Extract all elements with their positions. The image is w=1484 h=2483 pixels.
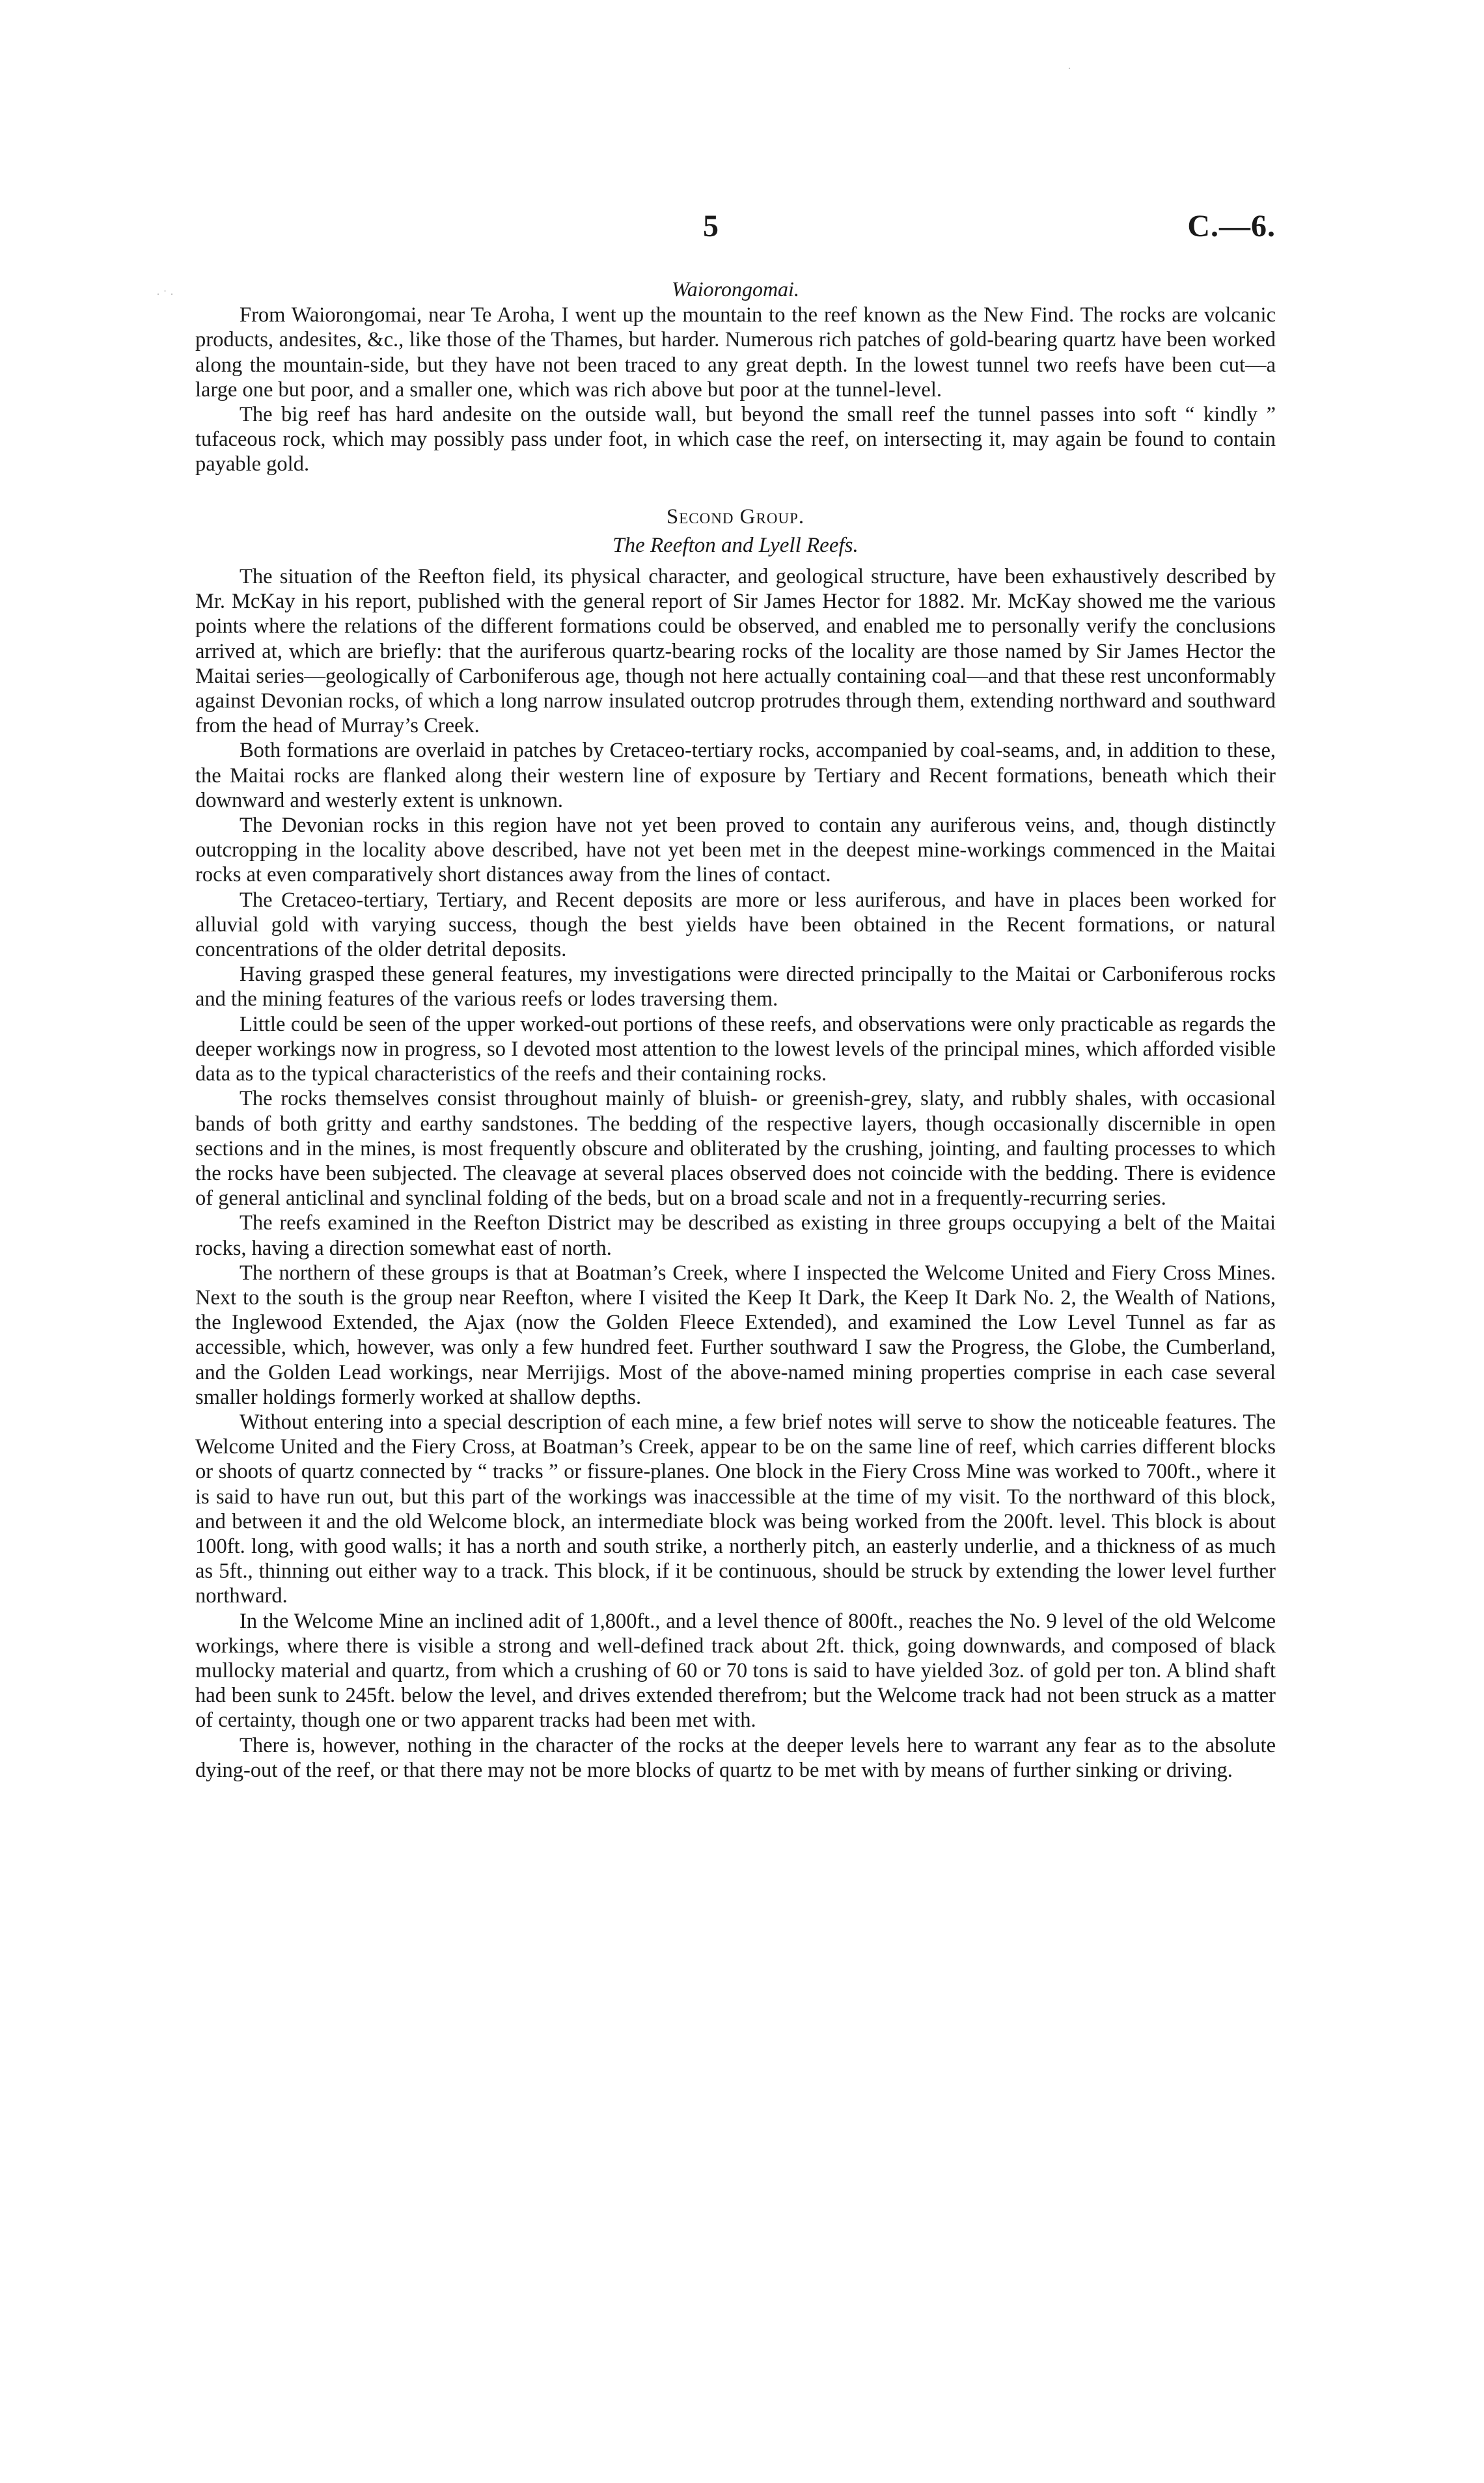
paragraph: The situation of the Reefton field, its physical character, and geological structure, have been exhaustively described by Mr. McKay in his report, published with the general report of Sir James Hector for 1882. Mr. McKay showed me the various points where the relations of the different formations could be observed, and enabled me to personally verify the conclusions arrived at, which are briefly: that the auriferous quartz-bearing rocks of the locality are those named by Sir James Hector the Maitai series—geologically of Carboniferous age, though not here actually containing coal—and that these rest unconformably against Devonian rocks, of which a long narrow insulated outcrop protrudes through them, extending northward and southward from the head of Murray’s Creek. [195, 565, 1276, 738]
scan-speck: · [1067, 62, 1071, 75]
scan-speck: · ˙ · [156, 288, 174, 301]
paragraph: The Cretaceo-tertiary, Tertiary, and Recent deposits are more or less auriferous, and have in places been worked for alluvial gold with varying success, though the best yields have been obtained in the Recent formations, or natural concentrations of the older detrital deposits. [195, 888, 1276, 962]
paragraph: The reefs examined in the Reefton District may be described as existing in three groups occupying a belt of the Maitai rocks, having a direction somewhat east of north. [195, 1211, 1276, 1260]
document-body [195, 277, 1276, 1783]
paragraph: The northern of these groups is that at Boatman’s Creek, where I inspected the Welcome United and Fiery Cross Mines. Next to the south is the group near Reefton, where I visited the Keep It Dark, the Keep It Dark No. 2, the Wealth of Nations, the Inglewood Extended, the Ajax (now the Golden Fleece Extended), and examined the Low Level Tunnel as far as accessible, which, however, was only a few hundred feet. Further southward I saw the Progress, the Globe, the Cumberland, and the Golden Lead workings, near Merrijigs. Most of the above-named mining properties comprise in each case several smaller holdings formerly worked at shallow depths. [195, 1261, 1276, 1409]
section-heading-second-group: Second Group. [666, 504, 805, 528]
paragraph: The rocks themselves consist throughout mainly of bluish- or greenish-grey, slaty, and rubbly shales, with occasional bands of both gritty and earthy sandstones. The bedding of the respective layers, though occasionally discernible in open sections and in the mines, is most frequently obscure and obliterated by the crushing, jointing, and faulting processes to which the rocks have been subjected. The cleavage at several places observed does not coincide with the bedding. There is evidence of general anticlinal and synclinal folding of the beds, but on a broad scale and not in a frequently-recurring series. [195, 1087, 1276, 1211]
section-heading-waiorongomai: Waiorongomai. [672, 277, 799, 301]
paragraph: In the Welcome Mine an inclined adit of 1,800ft., and a level thence of 800ft., reaches the No. 9 level of the old Welcome workings, where there is visible a strong and well-defined track about 2ft. thick, going downwards, and composed of black mullocky material and quartz, from which a crushing of 60 or 70 tons is said to have yielded 3oz. of gold per ton. A blind shaft had been sunk to 245ft. below the level, and drives extended therefrom; but the Welcome track had not been struck as a matter of certainty, though one or two apparent tracks had been met with. [195, 1609, 1276, 1733]
paragraph: Having grasped these general features, my investigations were directed principally to the Maitai or Carboniferous rocks and the mining features of the various reefs or lodes traversing them. [195, 963, 1276, 1011]
page-header [195, 208, 1276, 247]
document-code: C.—6. [1187, 209, 1276, 243]
paragraph: The Devonian rocks in this region have not yet been proved to contain any auriferous veins, and, though distinctly outcropping in the locality above described, have not yet been met in the deepest mine-workings commenced in the Maitai rocks at even comparatively short distances away from the lines of contact. [195, 814, 1276, 887]
section-subheading-reefton: The Reefton and Lyell Reefs. [612, 533, 859, 557]
paragraph: The big reef has hard andesite on the outside wall, but beyond the small reef the tunnel passes into soft “ kindly ” tufaceous rock, which may possibly pass under foot, in which case the reef, on intersecting it, may again be found to contain payable gold. [195, 403, 1276, 476]
paragraph: Little could be seen of the upper worked-out portions of these reefs, and observations were only practicable as regards the deeper workings now in progress, so I devoted most attention to the lowest levels of the principal mines, which afforded visible data as to the typical characteristics of the reefs and their containing rocks. [195, 1012, 1276, 1086]
paragraph: Both formations are overlaid in patches by Cretaceo-tertiary rocks, accompanied by coal-seams, and, in addition to these, the Maitai rocks are flanked along their western line of exposure by Tertiary and Recent formations, beneath which their downward and westerly extent is unknown. [195, 739, 1276, 812]
page-number: 5 [703, 209, 719, 243]
paragraph: Without entering into a special description of each mine, a few brief notes will serve to show the noticeable features. The Welcome United and the Fiery Cross, at Boatman’s Creek, appear to be on the same line of reef, which carries different blocks or shoots of quartz connected by “ tracks ” or fissure-planes. One block in the Fiery Cross Mine was worked to 700ft., where it is said to have run out, but this part of the workings was inaccessible at the time of my visit. To the northward of this block, and between it and the old Welcome block, an intermediate block was being worked from the 200ft. level. This block is about 100ft. long, with good walls; it has a north and south strike, a northerly pitch, an easterly underlie, and a thickness of as much as 5ft., thinning out either way to a track. This block, if it be continuous, should be struck by extending the lower level further northward. [195, 1410, 1276, 1608]
paragraph: From Waiorongomai, near Te Aroha, I went up the mountain to the reef known as the New Find. The rocks are volcanic products, andesites, &c., like those of the Thames, but harder. Numerous rich patches of gold-bearing quartz have been worked along the mountain-side, but they have not been traced to any great depth. In the lowest tunnel two reefs have been cut—a large one but poor, and a smaller one, which was rich above but poor at the tunnel-level. [195, 303, 1276, 402]
paragraph: There is, however, nothing in the character of the rocks at the deeper levels here to warrant any fear as to the absolute dying-out of the reef, or that there may not be more blocks of quartz to be met with by means of further sinking or driving. [195, 1733, 1276, 1782]
